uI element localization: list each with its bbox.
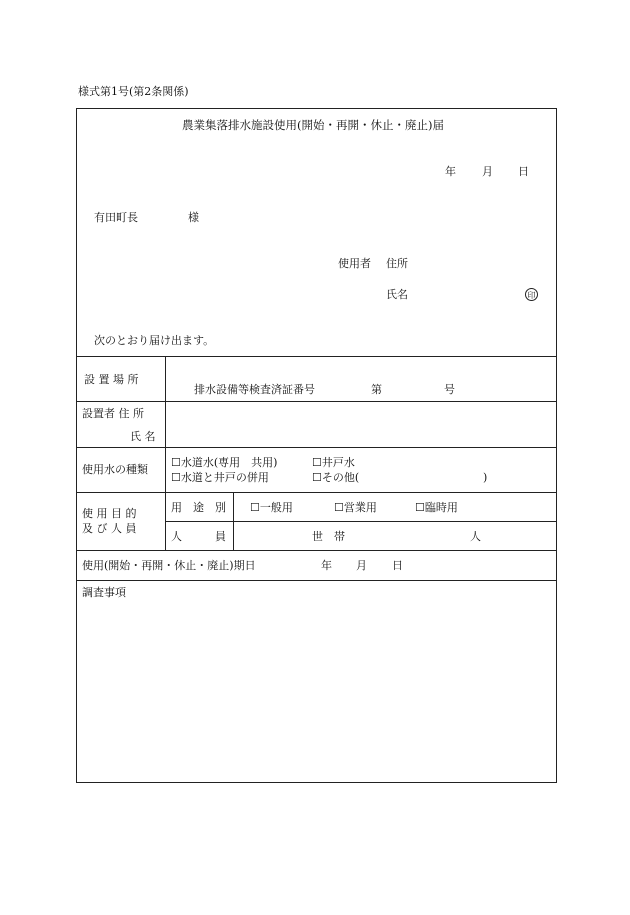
purpose-subdivider xyxy=(233,492,234,550)
households-unit: 世 帯 xyxy=(312,530,345,543)
rule-2 xyxy=(76,401,557,402)
form-title: 農業集落排水施設使用(開始・再開・休止・廃止)届 xyxy=(182,118,444,132)
water-opt-well[interactable]: ☐井戸水 xyxy=(312,456,355,469)
use-opt-temporary[interactable]: ☐臨時用 xyxy=(415,501,458,514)
inspection-dai: 第 xyxy=(371,383,382,396)
seal-mark: 印 xyxy=(525,288,538,301)
persons-unit: 人 xyxy=(470,530,481,543)
use-category-label: 用 途 別 xyxy=(171,501,226,514)
location-label: 設 置 場 所 xyxy=(84,373,139,386)
rule-5 xyxy=(76,550,557,551)
purpose-label-line1: 使 用 目 的 xyxy=(82,507,137,520)
water-opt-other-close: ) xyxy=(483,471,488,484)
applicant-address-label: 住所 xyxy=(386,257,408,270)
addressee-honorific: 様 xyxy=(188,211,199,224)
installer-name-label: 氏 名 xyxy=(130,430,156,443)
rule-3 xyxy=(76,447,557,448)
rule-6 xyxy=(76,580,557,581)
water-opt-tap[interactable]: ☐水道水(専用 共用) xyxy=(171,456,278,469)
people-label: 人 員 xyxy=(171,530,226,543)
form-number: 様式第1号(第2条関係) xyxy=(78,85,189,98)
inspection-go: 号 xyxy=(444,383,455,396)
period-label: 使用(開始・再開・休止・廃止)期日 xyxy=(82,559,256,572)
applicant-label: 使用者 xyxy=(338,257,371,270)
period-month: 月 xyxy=(356,559,367,572)
water-type-label: 使用水の種類 xyxy=(82,463,148,476)
survey-label: 調査事項 xyxy=(82,586,126,599)
use-opt-general[interactable]: ☐一般用 xyxy=(250,501,293,514)
water-opt-other[interactable]: ☐その他( xyxy=(312,471,360,484)
addressee-name: 有田町長 xyxy=(94,211,138,224)
rule-1 xyxy=(76,356,557,357)
water-opt-both[interactable]: ☐水道と井戸の併用 xyxy=(171,471,269,484)
date-month: 月 xyxy=(482,165,493,178)
purpose-label-line2: 及 び 人 員 xyxy=(82,522,137,535)
inspection-label: 排水設備等検査済証番号 xyxy=(194,383,315,396)
date-day: 日 xyxy=(518,165,529,178)
form-frame xyxy=(76,108,557,783)
date-year: 年 xyxy=(445,165,456,178)
applicant-name-label: 氏名 xyxy=(386,288,408,301)
label-column-divider xyxy=(165,356,166,550)
use-opt-business[interactable]: ☐営業用 xyxy=(334,501,377,514)
period-day: 日 xyxy=(392,559,403,572)
period-year: 年 xyxy=(321,559,332,572)
rule-4 xyxy=(76,492,557,493)
rule-4b xyxy=(165,521,557,522)
notice-text: 次のとおり届け出ます。 xyxy=(94,334,215,347)
installer-address-label: 設置者 住 所 xyxy=(82,407,144,420)
